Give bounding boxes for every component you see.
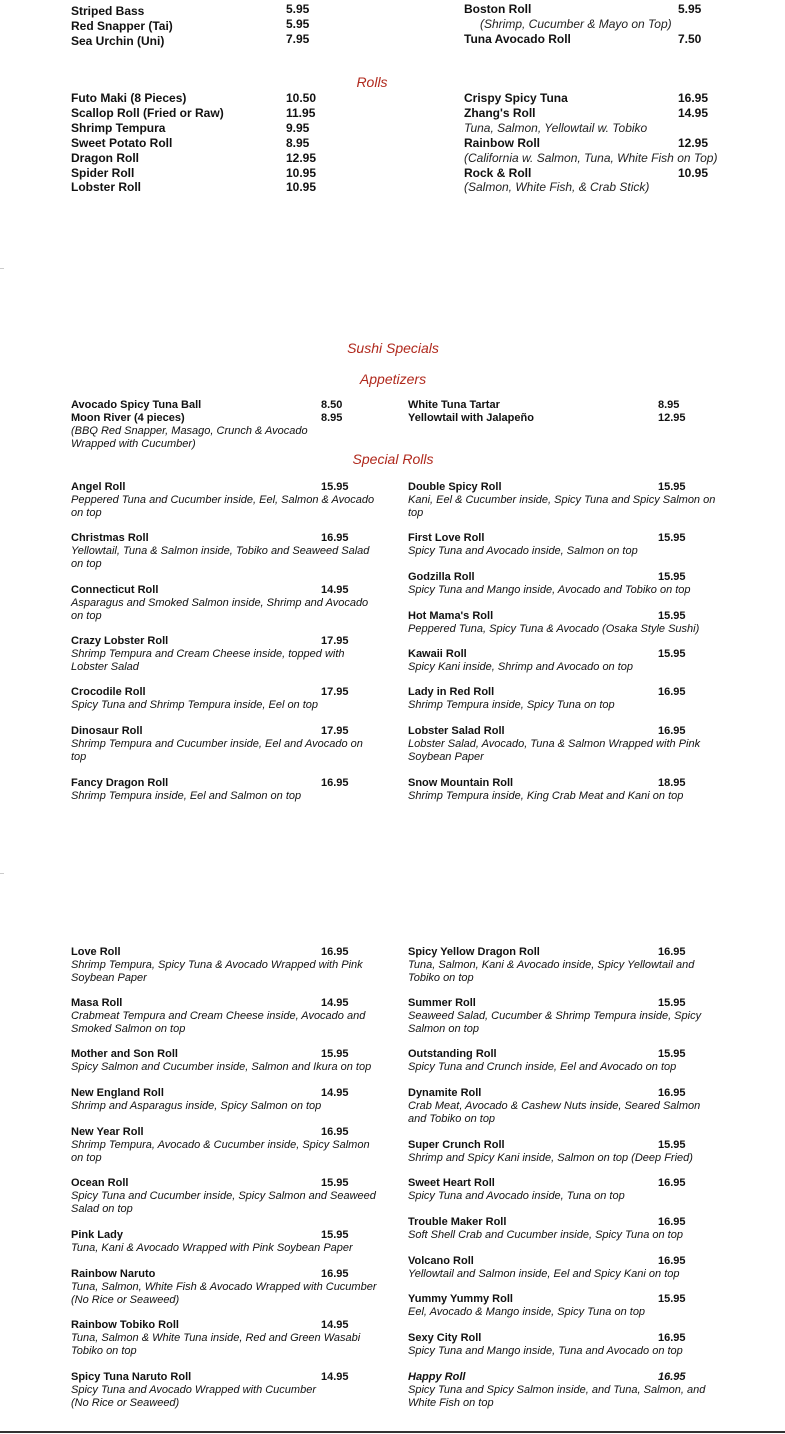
item-price: 5.95: [286, 17, 310, 31]
page-break-mark: [0, 873, 4, 874]
item-price: 16.95: [321, 1268, 349, 1280]
item-description: Yellowtail and Salmon inside, Eel and Spicy Kani on top: [408, 1268, 680, 1280]
item-description: (Shrimp, Cucumber & Mayo on Top): [480, 17, 672, 31]
item-price: 10.95: [678, 166, 709, 180]
item-price: 15.95: [658, 1048, 686, 1060]
item-name: Snow Mountain Roll: [408, 777, 514, 789]
menu-item: [408, 610, 718, 636]
item-price: 12.95: [658, 412, 686, 424]
item-name: Christmas Roll: [71, 532, 149, 544]
menu-item: [71, 532, 376, 571]
item-name: Scallop Roll (Fried or Raw): [71, 106, 224, 120]
item-name: White Tuna Tartar: [408, 399, 500, 411]
item-description: Tuna, Salmon, Kani & Avocado inside, Spicy Yellowtail and Tobiko on top: [408, 959, 695, 984]
item-name: Outstanding Roll: [408, 1048, 497, 1060]
item-name: Dragon Roll: [71, 151, 139, 165]
menu-item: [408, 1293, 718, 1319]
item-price: 10.50: [286, 91, 317, 105]
menu-item: [408, 1087, 718, 1126]
item-name: Futo Maki (8 Pieces): [71, 91, 187, 105]
item-description: Asparagus and Smoked Salmon inside, Shrimp and Avocado on top: [71, 597, 369, 622]
item-name: Trouble Maker Roll: [408, 1216, 507, 1228]
item-price: 12.95: [286, 151, 317, 165]
item-name: Rainbow Tobiko Roll: [71, 1319, 179, 1331]
item-price: 14.95: [321, 1319, 349, 1331]
menu-item: [408, 481, 718, 520]
item-description: Tuna, Salmon & White Tuna inside, Red and Green Wasabi Tobiko on top: [71, 1332, 361, 1357]
item-description: Tuna, Kani & Avocado Wrapped with Pink Soybean Paper: [71, 1242, 353, 1254]
item-price: 14.95: [321, 1371, 349, 1383]
item-name: Mother and Son Roll: [71, 1048, 178, 1060]
item-price: 14.95: [321, 997, 349, 1009]
item-price: 16.95: [658, 1332, 686, 1344]
item-name: Crazy Lobster Roll: [71, 635, 169, 647]
item-price: 15.95: [658, 997, 686, 1009]
item-price: 17.95: [321, 725, 349, 737]
item-price: 12.95: [678, 136, 709, 150]
item-name: Love Roll: [71, 946, 121, 958]
item-description: Peppered Tuna, Spicy Tuna & Avocado (Osaka Style Sushi): [408, 623, 700, 635]
item-name: Crocodile Roll: [71, 686, 146, 698]
menu-item: [408, 648, 718, 674]
menu-item: [71, 686, 376, 712]
item-description: Shrimp Tempura, Avocado & Cucumber inside, Spicy Salmon on top: [71, 1139, 370, 1164]
item-price: 16.95: [658, 1371, 686, 1383]
item-price: 17.95: [321, 635, 349, 647]
menu-item: [71, 1126, 376, 1165]
item-description: Shrimp Tempura and Cream Cheese inside, topped with Lobster Salad: [71, 648, 345, 673]
menu-item: [71, 1371, 376, 1410]
menu-item: [408, 1332, 718, 1358]
menu-item: [71, 777, 376, 803]
item-price: 18.95: [658, 777, 686, 789]
item-price: 16.95: [321, 532, 349, 544]
item-price: 17.95: [321, 686, 349, 698]
item-description: Eel, Avocado & Mango inside, Spicy Tuna on top: [408, 1306, 646, 1318]
item-price: 16.95: [321, 946, 349, 958]
item-price: 16.95: [658, 1216, 686, 1228]
item-price: 10.95: [286, 166, 317, 180]
item-name: Boston Roll: [464, 2, 532, 16]
item-name: Avocado Spicy Tuna Ball: [71, 399, 202, 411]
menu-item: [408, 1216, 718, 1242]
item-name: Ocean Roll: [71, 1177, 129, 1189]
item-name: Angel Roll: [71, 481, 126, 493]
item-description: Shrimp Tempura inside, Spicy Tuna on top: [408, 699, 615, 711]
item-price: 15.95: [658, 481, 686, 493]
item-name: Dinosaur Roll: [71, 725, 143, 737]
item-name: Double Spicy Roll: [408, 481, 502, 493]
menu-item: [71, 635, 376, 674]
item-name: Red Snapper (Tai): [71, 19, 173, 33]
item-name: Summer Roll: [408, 997, 476, 1009]
menu-item: [71, 1048, 376, 1074]
item-price: 15.95: [658, 1139, 686, 1151]
menu-item: [71, 584, 376, 623]
item-price: 15.95: [658, 610, 686, 622]
item-name: Pink Lady: [71, 1229, 123, 1241]
item-description: Yellowtail, Tuna & Salmon inside, Tobiko and Seaweed Salad on top: [71, 545, 370, 570]
item-description: Kani, Eel & Cucumber inside, Spicy Tuna and Spicy Salmon on top: [408, 494, 716, 519]
item-description: Spicy Tuna and Avocado Wrapped with Cucumber (No Rice or Seaweed): [71, 1384, 316, 1409]
item-name: Rainbow Roll: [464, 136, 540, 150]
item-description: Spicy Tuna and Mango inside, Tuna and Avocado on top: [408, 1345, 683, 1357]
item-description: Shrimp Tempura inside, King Crab Meat and Kani on top: [408, 790, 684, 802]
menu-item: [408, 1255, 718, 1281]
menu-item: [408, 1048, 718, 1074]
menu-item: [408, 571, 718, 597]
menu-item: [408, 1371, 718, 1410]
item-name: Striped Bass: [71, 4, 145, 18]
item-name: Spicy Tuna Naruto Roll: [71, 1371, 192, 1383]
item-price: 15.95: [321, 1229, 349, 1241]
item-price: 15.95: [321, 481, 349, 493]
item-description: Spicy Tuna and Shrimp Tempura inside, Eel on top: [71, 699, 319, 711]
item-name: Fancy Dragon Roll: [71, 777, 169, 789]
item-price: 7.95: [286, 32, 310, 46]
item-price: 5.95: [678, 2, 702, 16]
menu-item: [408, 777, 718, 803]
menu-item: [408, 532, 718, 558]
item-name: Sweet Potato Roll: [71, 136, 173, 150]
menu-item: [408, 1139, 718, 1165]
menu-item: [71, 1319, 376, 1358]
item-price: 15.95: [658, 532, 686, 544]
item-price: 10.95: [286, 180, 317, 194]
menu-item: [408, 686, 718, 712]
item-price: 16.95: [321, 1126, 349, 1138]
item-description: Spicy Tuna and Avocado inside, Tuna on top: [408, 1190, 625, 1202]
menu-item: [408, 1177, 718, 1203]
item-description: Shrimp Tempura, Spicy Tuna & Avocado Wrapped with Pink Soybean Paper: [71, 959, 363, 984]
item-description: Crabmeat Tempura and Cream Cheese inside, Avocado and Smoked Salmon on top: [71, 1010, 366, 1035]
special-rolls-heading: Special Rolls: [352, 451, 434, 467]
item-name: Sexy City Roll: [408, 1332, 482, 1344]
item-name: Rock & Roll: [464, 166, 532, 180]
item-name: Masa Roll: [71, 997, 123, 1009]
bottom-divider: [0, 1431, 785, 1433]
item-price: 16.95: [321, 777, 349, 789]
item-name: Tuna Avocado Roll: [464, 32, 571, 46]
item-description: Seaweed Salad, Cucumber & Shrimp Tempura inside, Spicy Salmon on top: [408, 1010, 702, 1035]
item-price: 15.95: [658, 571, 686, 583]
item-name: Rainbow Naruto: [71, 1268, 156, 1280]
item-price: 15.95: [658, 1293, 686, 1305]
menu-item: [71, 17, 173, 32]
item-description: Shrimp and Spicy Kani inside, Salmon on top (Deep Fried): [408, 1152, 693, 1164]
item-price: 16.95: [658, 946, 686, 958]
item-name: Sweet Heart Roll: [408, 1177, 495, 1189]
item-price: 15.95: [658, 648, 686, 660]
item-price: 14.95: [678, 106, 709, 120]
item-description: Spicy Tuna and Mango inside, Avocado and Tobiko on top: [408, 584, 691, 596]
item-name: Hot Mama's Roll: [408, 610, 494, 622]
menu-item: [408, 725, 718, 764]
item-description: (Salmon, White Fish, & Crab Stick): [464, 180, 650, 194]
item-price: 9.95: [286, 121, 310, 135]
item-name: Crispy Spicy Tuna: [464, 91, 568, 105]
item-price: 8.95: [286, 136, 310, 150]
menu-item: [408, 946, 718, 985]
item-name: Sea Urchin (Uni): [71, 34, 165, 48]
item-name: Lobster Salad Roll: [408, 725, 505, 737]
menu-item: [71, 1177, 376, 1216]
item-name: Super Crunch Roll: [408, 1139, 505, 1151]
item-price: 15.95: [321, 1177, 349, 1189]
item-description: Soft Shell Crab and Cucumber inside, Spicy Tuna on top: [408, 1229, 683, 1241]
item-description: Tuna, Salmon, White Fish & Avocado Wrapped with Cucumber (No Rice or Seaweed): [71, 1281, 377, 1306]
item-price: 14.95: [321, 1087, 349, 1099]
item-name: Moon River (4 pieces): [71, 412, 185, 424]
sushi-specials-heading: Sushi Specials: [347, 340, 439, 356]
item-description: (BBQ Red Snapper, Masago, Crunch & Avocado Wrapped with Cucumber): [71, 425, 308, 450]
menu-item: [71, 1229, 376, 1255]
item-name: New England Roll: [71, 1087, 164, 1099]
menu-item: [71, 1268, 381, 1307]
item-name: Lady in Red Roll: [408, 686, 495, 698]
item-description: Spicy Tuna and Cucumber inside, Spicy Salmon and Seaweed Salad on top: [71, 1190, 376, 1215]
appetizers-heading: Appetizers: [359, 371, 427, 387]
page-break-mark: [0, 268, 4, 269]
item-name: Lobster Roll: [71, 180, 142, 194]
menu-item: [71, 2, 144, 17]
item-name: Shrimp Tempura: [71, 121, 166, 135]
item-description: Tuna, Salmon, Yellowtail w. Tobiko: [464, 121, 648, 135]
item-price: 16.95: [658, 725, 686, 737]
item-name: New Year Roll: [71, 1126, 144, 1138]
item-name: Dynamite Roll: [408, 1087, 482, 1099]
item-price: 11.95: [286, 106, 316, 120]
menu-item: [71, 997, 376, 1036]
item-price: 5.95: [286, 2, 310, 16]
item-description: Lobster Salad, Avocado, Tuna & Salmon Wrapped with Pink Soybean Paper: [408, 738, 701, 763]
item-description: Spicy Tuna and Crunch inside, Eel and Avocado on top: [408, 1061, 677, 1073]
item-name: Yummy Yummy Roll: [408, 1293, 513, 1305]
menu-item: [408, 997, 718, 1036]
item-name: First Love Roll: [408, 532, 485, 544]
item-description: Peppered Tuna and Cucumber inside, Eel, Salmon & Avocado on top: [71, 494, 375, 519]
item-description: Shrimp Tempura and Cucumber inside, Eel and Avocado on top: [71, 738, 363, 763]
item-name: Happy Roll: [408, 1371, 466, 1383]
item-price: 8.95: [321, 412, 343, 424]
rolls-heading: Rolls: [356, 74, 388, 90]
menu-item: [71, 481, 376, 520]
item-description: (California w. Salmon, Tuna, White Fish on Top): [464, 151, 718, 165]
item-price: 8.50: [321, 399, 343, 411]
item-name: Kawaii Roll: [408, 648, 467, 660]
item-price: 16.95: [678, 91, 709, 105]
item-price: 15.95: [321, 1048, 349, 1060]
item-price: 16.95: [658, 1255, 686, 1267]
item-description: Spicy Tuna and Spicy Salmon inside, and Tuna, Salmon, and White Fish on top: [408, 1384, 706, 1409]
item-description: Spicy Kani inside, Shrimp and Avocado on top: [408, 661, 634, 673]
item-description: Shrimp and Asparagus inside, Spicy Salmon on top: [71, 1100, 322, 1112]
item-price: 16.95: [658, 1177, 686, 1189]
item-name: Spicy Yellow Dragon Roll: [408, 946, 540, 958]
item-price: 16.95: [658, 686, 686, 698]
item-price: 14.95: [321, 584, 349, 596]
item-name: Zhang's Roll: [464, 106, 536, 120]
menu-item: [71, 725, 376, 764]
menu-item: [71, 1087, 376, 1113]
menu-item: [71, 32, 164, 47]
item-price: 16.95: [658, 1087, 686, 1099]
item-price: 7.50: [678, 32, 702, 46]
item-description: Crab Meat, Avocado & Cashew Nuts inside, Seared Salmon and Tobiko on top: [408, 1100, 701, 1125]
item-description: Spicy Tuna and Avocado inside, Salmon on top: [408, 545, 638, 557]
item-name: Spider Roll: [71, 166, 135, 180]
menu-item: [71, 946, 376, 985]
item-name: Connecticut Roll: [71, 584, 159, 596]
item-name: Godzilla Roll: [408, 571, 475, 583]
item-name: Volcano Roll: [408, 1255, 474, 1267]
item-description: Shrimp Tempura inside, Eel and Salmon on top: [71, 790, 302, 802]
item-description: Spicy Salmon and Cucumber inside, Salmon and Ikura on top: [71, 1061, 372, 1073]
item-price: 8.95: [658, 399, 680, 411]
item-name: Yellowtail with Jalapeño: [408, 412, 534, 424]
